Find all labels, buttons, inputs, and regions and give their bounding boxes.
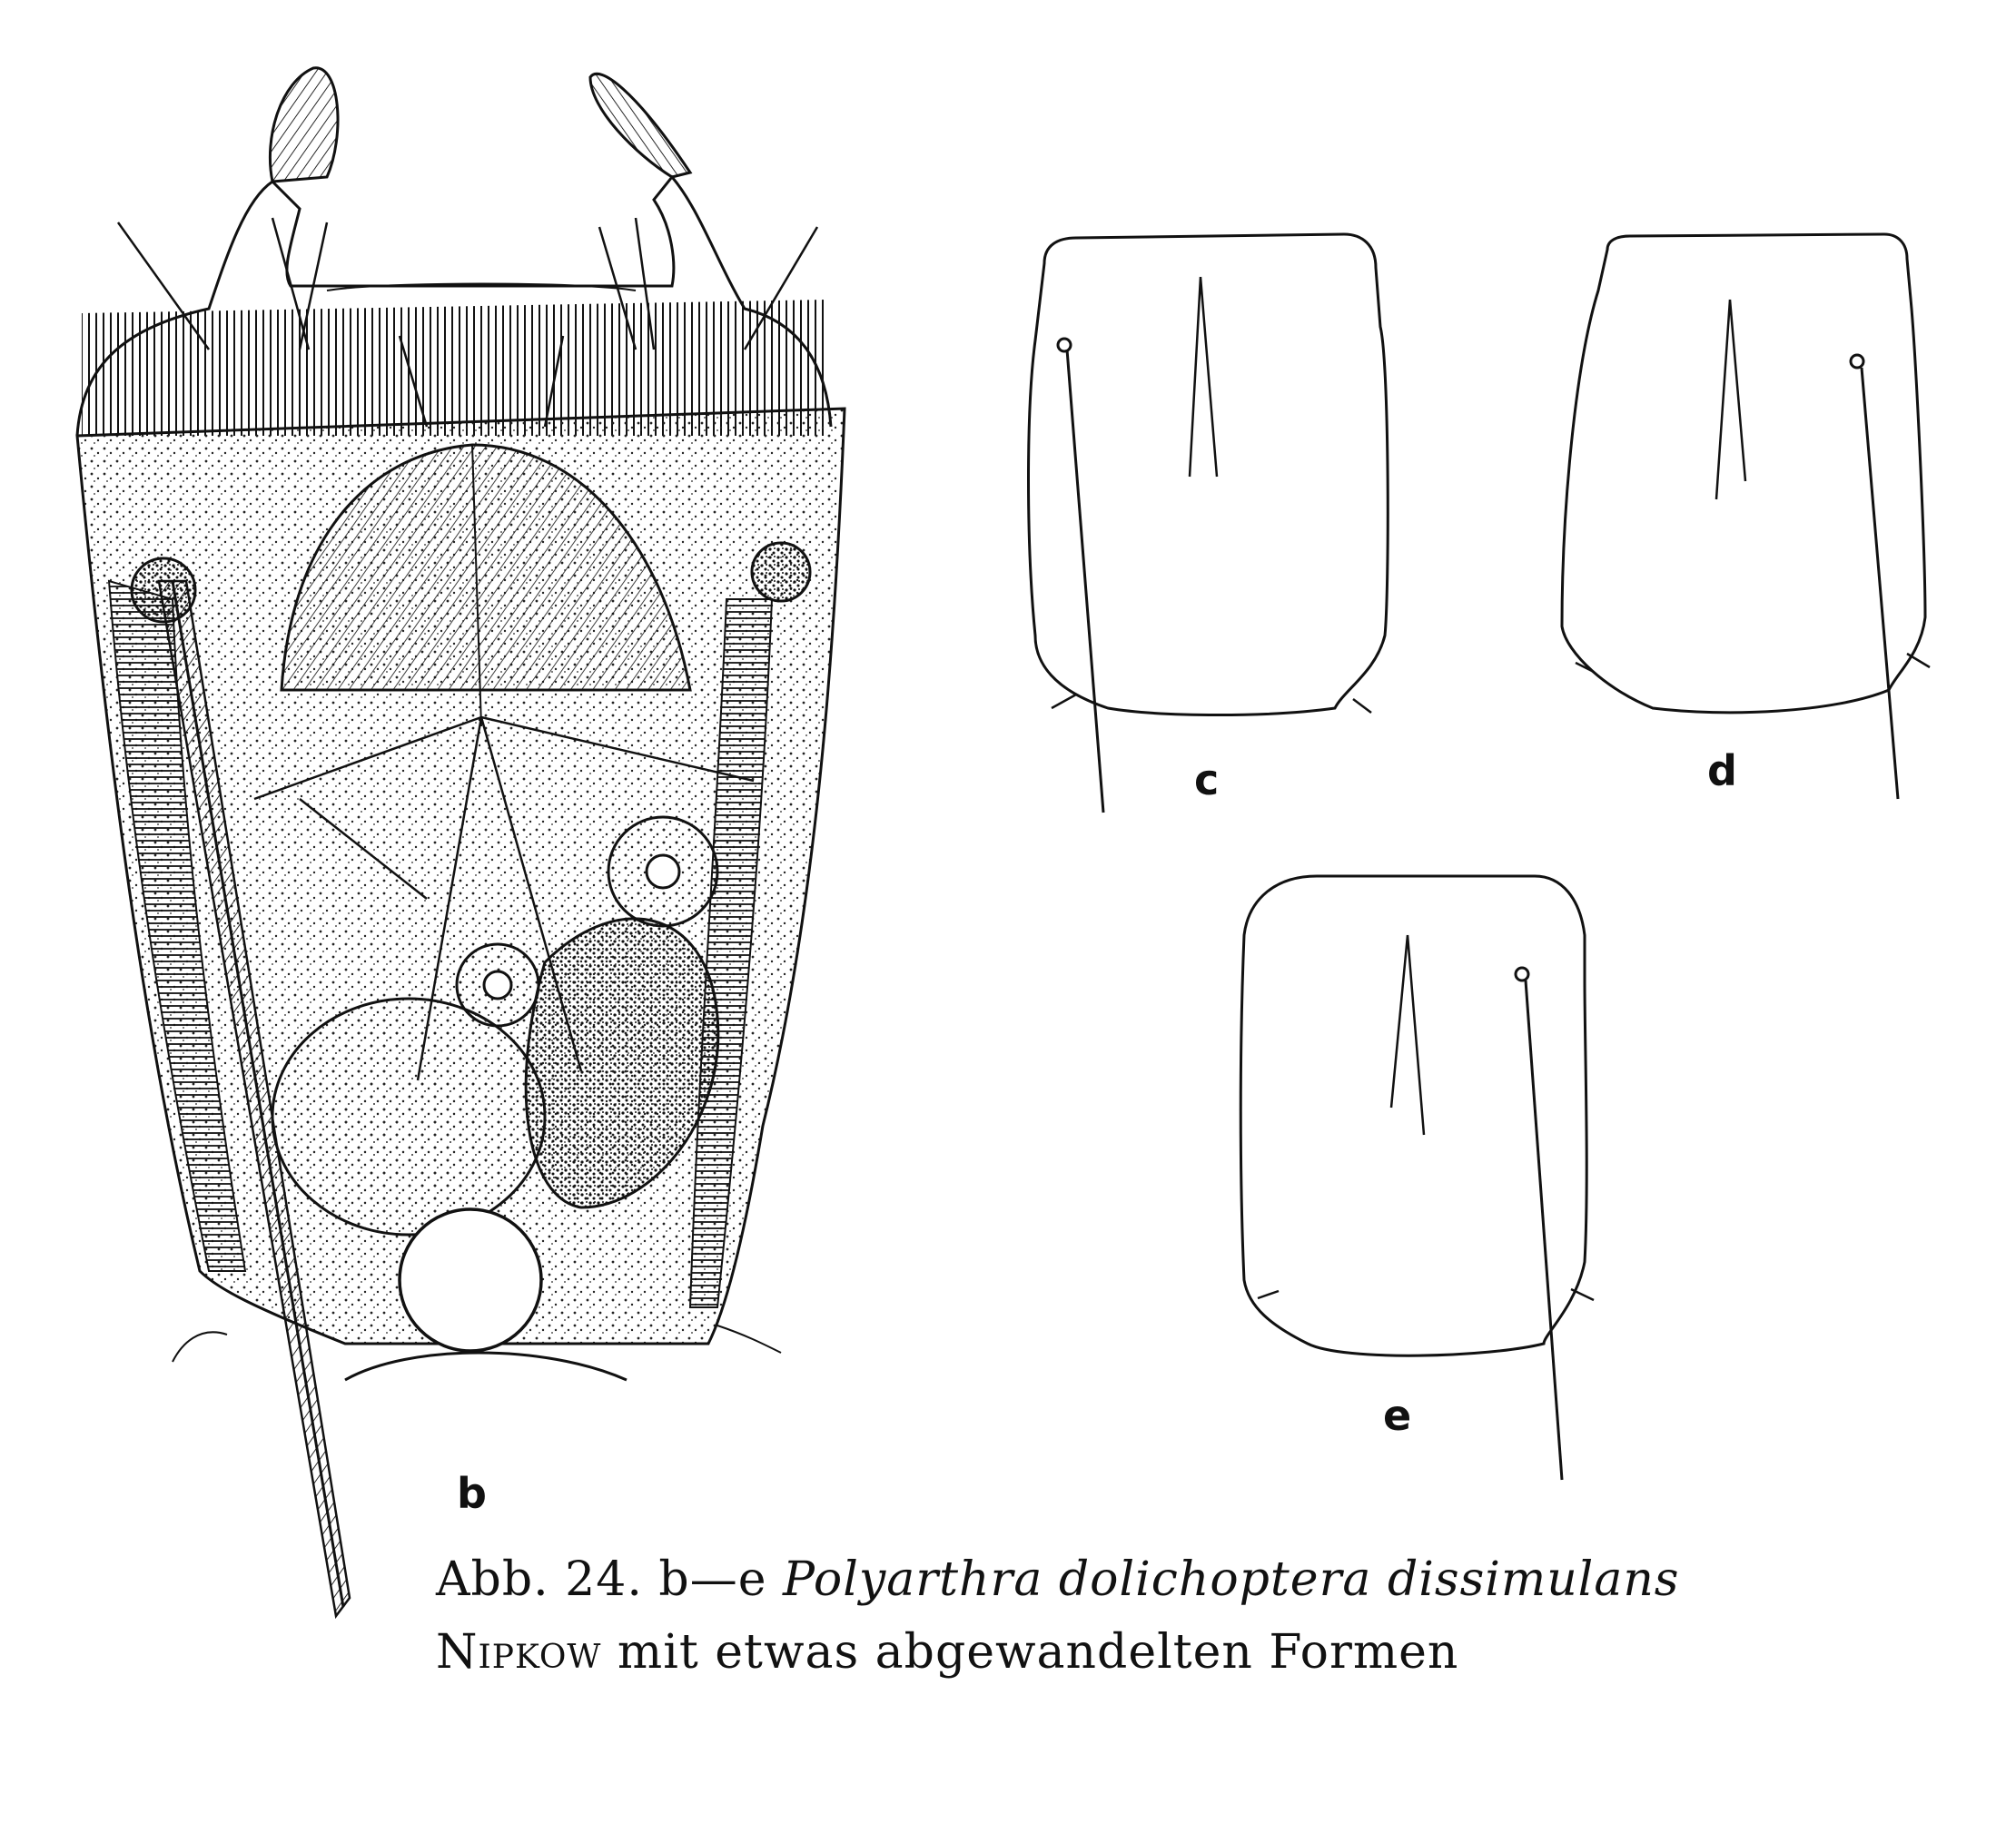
central-keel-d — [1716, 300, 1745, 499]
egg — [400, 1209, 541, 1351]
specimen-d-drawing — [1562, 234, 1930, 799]
paddle-shaft-c — [1067, 350, 1103, 813]
panel-label-e: e — [1383, 1391, 1412, 1440]
right-lateral-spot — [752, 543, 810, 601]
left-palp — [270, 68, 338, 182]
central-keel-c — [1190, 277, 1217, 477]
specimen-e-drawing — [1240, 876, 1594, 1480]
specimen-c-drawing — [1029, 234, 1388, 813]
central-keel-e — [1391, 935, 1424, 1135]
figure-caption-line-1 — [436, 1552, 1680, 1607]
right-palp — [590, 74, 690, 177]
caption-species: Polyarthra dolichoptera dissimulans — [783, 1552, 1680, 1607]
panel-label-b: b — [457, 1469, 487, 1518]
figure-caption-line-2 — [436, 1625, 1458, 1680]
stomach — [272, 999, 545, 1235]
specimen-b-drawing — [77, 68, 845, 1616]
panel-label-c: c — [1194, 755, 1220, 804]
caption-rest: mit etwas abgewandelten Formen — [617, 1625, 1459, 1680]
caption-prefix: Abb. 24. — [436, 1552, 643, 1607]
outline-c — [1029, 234, 1388, 715]
paddle-shaft-d — [1862, 368, 1898, 799]
paddle-shaft-e — [1526, 981, 1562, 1480]
panel-label-d: d — [1707, 746, 1737, 795]
caption-author: Nipkow — [436, 1625, 602, 1680]
caption-range: b—e — [658, 1552, 767, 1607]
